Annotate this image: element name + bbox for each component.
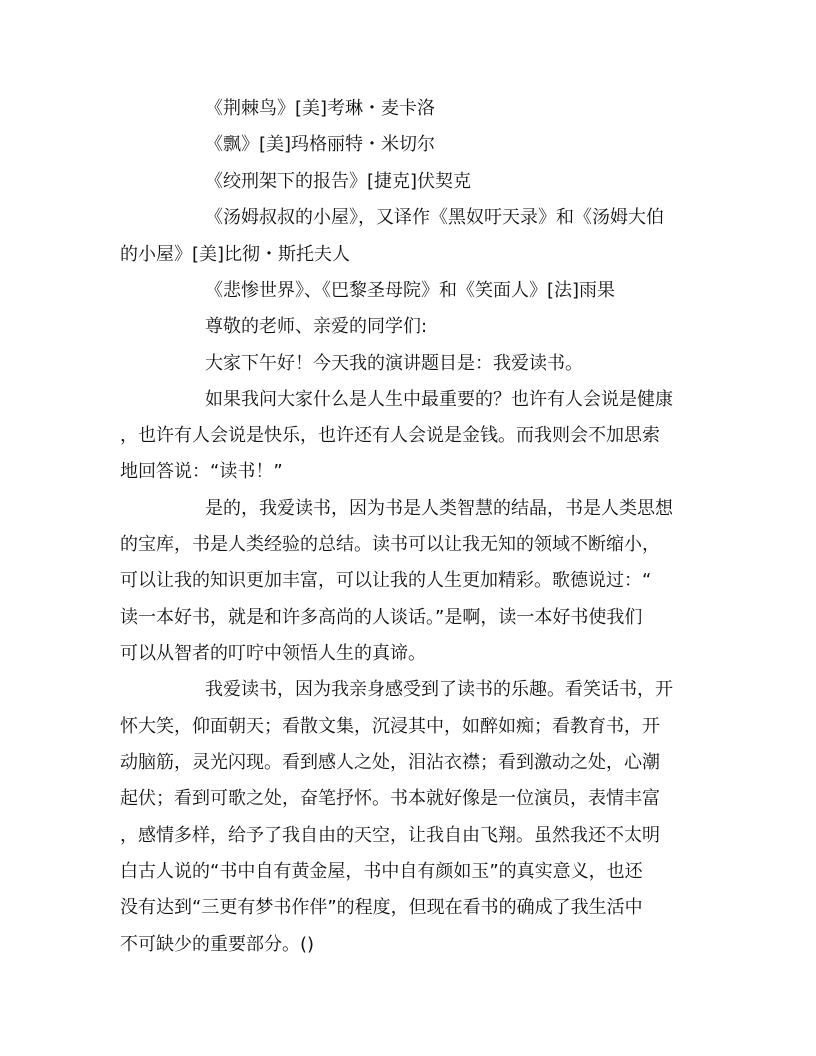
text-line: 地回答说：“读书！” — [120, 461, 283, 482]
text-line: 《悲惨世界》、《巴黎圣母院》和《笑面人》[法]雨果 — [205, 280, 616, 301]
text-line: 的宝库，书是人类经验的总结。读书可以让我无知的领域不断缩小， — [120, 534, 660, 555]
text-line: 大家下午好！今天我的演讲题目是：我爱读书。 — [205, 353, 583, 374]
text-line: 起伏；看到可歌之处，奋笔抒怀。书本就好像是一位演员，表情丰富 — [120, 788, 660, 809]
text-line: 怀大笑，仰面朝天；看散文集，沉浸其中，如醉如痴；看教育书，开 — [120, 716, 660, 737]
text-line: 可以从智者的叮咛中领悟人生的真谛。 — [120, 643, 426, 664]
text-line: 《绞刑架下的报告》[捷克]伏契克 — [205, 171, 472, 192]
text-line: 我爱读书，因为我亲身感受到了读书的乐趣。看笑话书，开 — [205, 679, 673, 700]
text-line: 读一本好书，就是和许多高尚的人谈话。”是啊，读一本好书使我们 — [120, 607, 643, 628]
text-line: 白古人说的“书中自有黄金屋，书中自有颜如玉”的真实意义，也还 — [120, 861, 643, 882]
text-line: 动脑筋，灵光闪现。看到感人之处，泪沾衣襟；看到激动之处，心潮 — [120, 752, 660, 773]
text-line: 《汤姆叔叔的小屋》，又译作《黑奴吁天录》和《汤姆大伯 — [205, 207, 664, 228]
text-line: 没有达到“三更有梦书作伴”的程度，但现在看书的确成了我生活中 — [120, 897, 643, 918]
text-line: 《荆棘鸟》[美]考琳・麦卡洛 — [205, 98, 436, 119]
text-line: 《飘》[美]玛格丽特・米切尔 — [205, 134, 436, 155]
text-line: ，感情多样，给予了我自由的天空，让我自由飞翔。虽然我还不太明 — [120, 825, 660, 846]
text-line: 如果我问大家什么是人生中最重要的？也许有人会说是健康 — [205, 389, 673, 410]
text-line: ，也许有人会说是快乐，也许还有人会说是金钱。而我则会不加思索 — [120, 425, 660, 446]
text-line: 尊敬的老师、亲爱的同学们: — [205, 316, 428, 337]
text-line: 不可缺少的重要部分。() — [120, 934, 315, 955]
text-line: 的小屋》[美]比彻・斯托夫人 — [120, 244, 351, 265]
text-line: 可以让我的知识更加丰富，可以让我的人生更加精彩。歌德说过：“ — [120, 570, 652, 591]
text-line: 是的，我爱读书，因为书是人类智慧的结晶，书是人类思想 — [205, 498, 673, 519]
